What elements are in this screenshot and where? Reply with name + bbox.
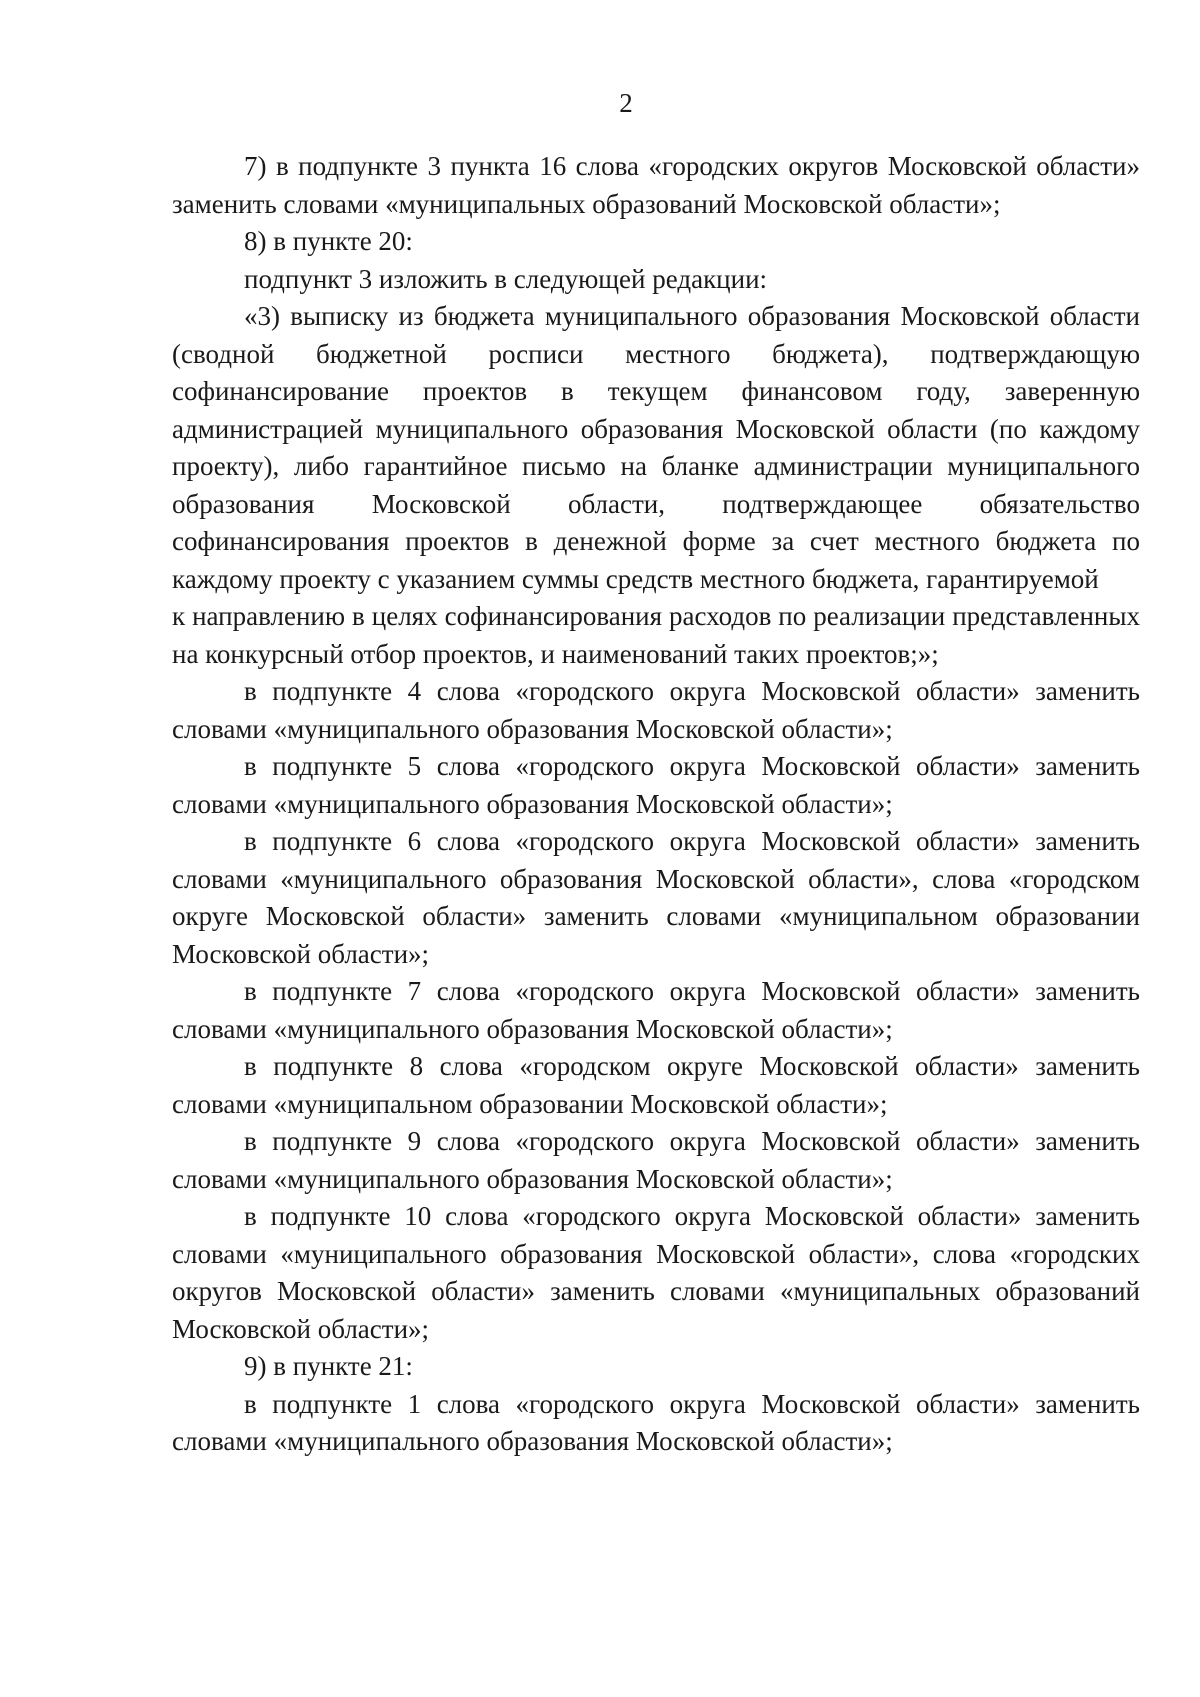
paragraph-subitem-3-continuation: к направлению в целях софинансирования расходов по реализации представленных на конкурсный отбор проектов, и наименований таких проектов;»; bbox=[172, 601, 1140, 669]
paragraph-subitem-6: в подпункте 6 слова «городского округа Московской области» заменить словами «муниципального образования Московской области», слова «городском округе Московской области» заменить словами «муниципальном образовании Московской области»; bbox=[172, 826, 1140, 969]
paragraph-subitem-7: в подпункте 7 слова «городского округа Московской области» заменить словами «муниципального образования Московской области»; bbox=[172, 976, 1140, 1044]
paragraph-subitem-8: в подпункте 8 слова «городском округе Московской области» заменить словами «муниципальном образовании Московской области»; bbox=[172, 1051, 1140, 1119]
page-number: 2 bbox=[619, 88, 633, 118]
document-body bbox=[172, 148, 1140, 1461]
paragraph-item-7: 7) в подпункте 3 пункта 16 слова «городских округов Московской области» заменить словами «муниципальных образований Московской области»; bbox=[172, 151, 1140, 219]
paragraph-subitem-9: в подпункте 9 слова «городского округа Московской области» заменить словами «муниципального образования Московской области»; bbox=[172, 1126, 1140, 1194]
paragraph-item-8-heading: 8) в пункте 20: bbox=[244, 226, 413, 256]
paragraph-item-9-subitem-1: в подпункте 1 слова «городского округа Московской области» заменить словами «муниципального образования Московской области»; bbox=[172, 1388, 1140, 1456]
paragraph-subitem-4: в подпункте 4 слова «городского округа Московской области» заменить словами «муниципального образования Московской области»; bbox=[172, 676, 1140, 744]
paragraph-subitem-3-intro: подпункт 3 изложить в следующей редакции: bbox=[244, 263, 768, 294]
paragraph-item-9-heading: 9) в пункте 21: bbox=[244, 1351, 413, 1381]
paragraph-subitem-10: в подпункте 10 слова «городского округа Московской области» заменить словами «муниципального образования Московской области», слова «городских округов Московской области» заменить словами «муниципальных образований Московской области»; bbox=[172, 1201, 1140, 1344]
paragraph-subitem-5: в подпункте 5 слова «городского округа Московской области» заменить словами «муниципального образования Московской области»; bbox=[172, 751, 1140, 819]
paragraph-subitem-3-text: «3) выписку из бюджета муниципального образования Московской области (сводной бюджетной росписи местного бюджета), подтверждающую софинансирование проектов в текущем финансовом году, заверенную администрацией муниципального образования Московской области (по каждому проекту), либо гарантийное письмо на бланке администрации муниципального образования Московской области, подтверждающее обязательство софинансирования проектов в денежной форме за счет местного бюджета по каждому проекту с указанием суммы средств местного бюджета, гарантируемой bbox=[172, 301, 1140, 594]
